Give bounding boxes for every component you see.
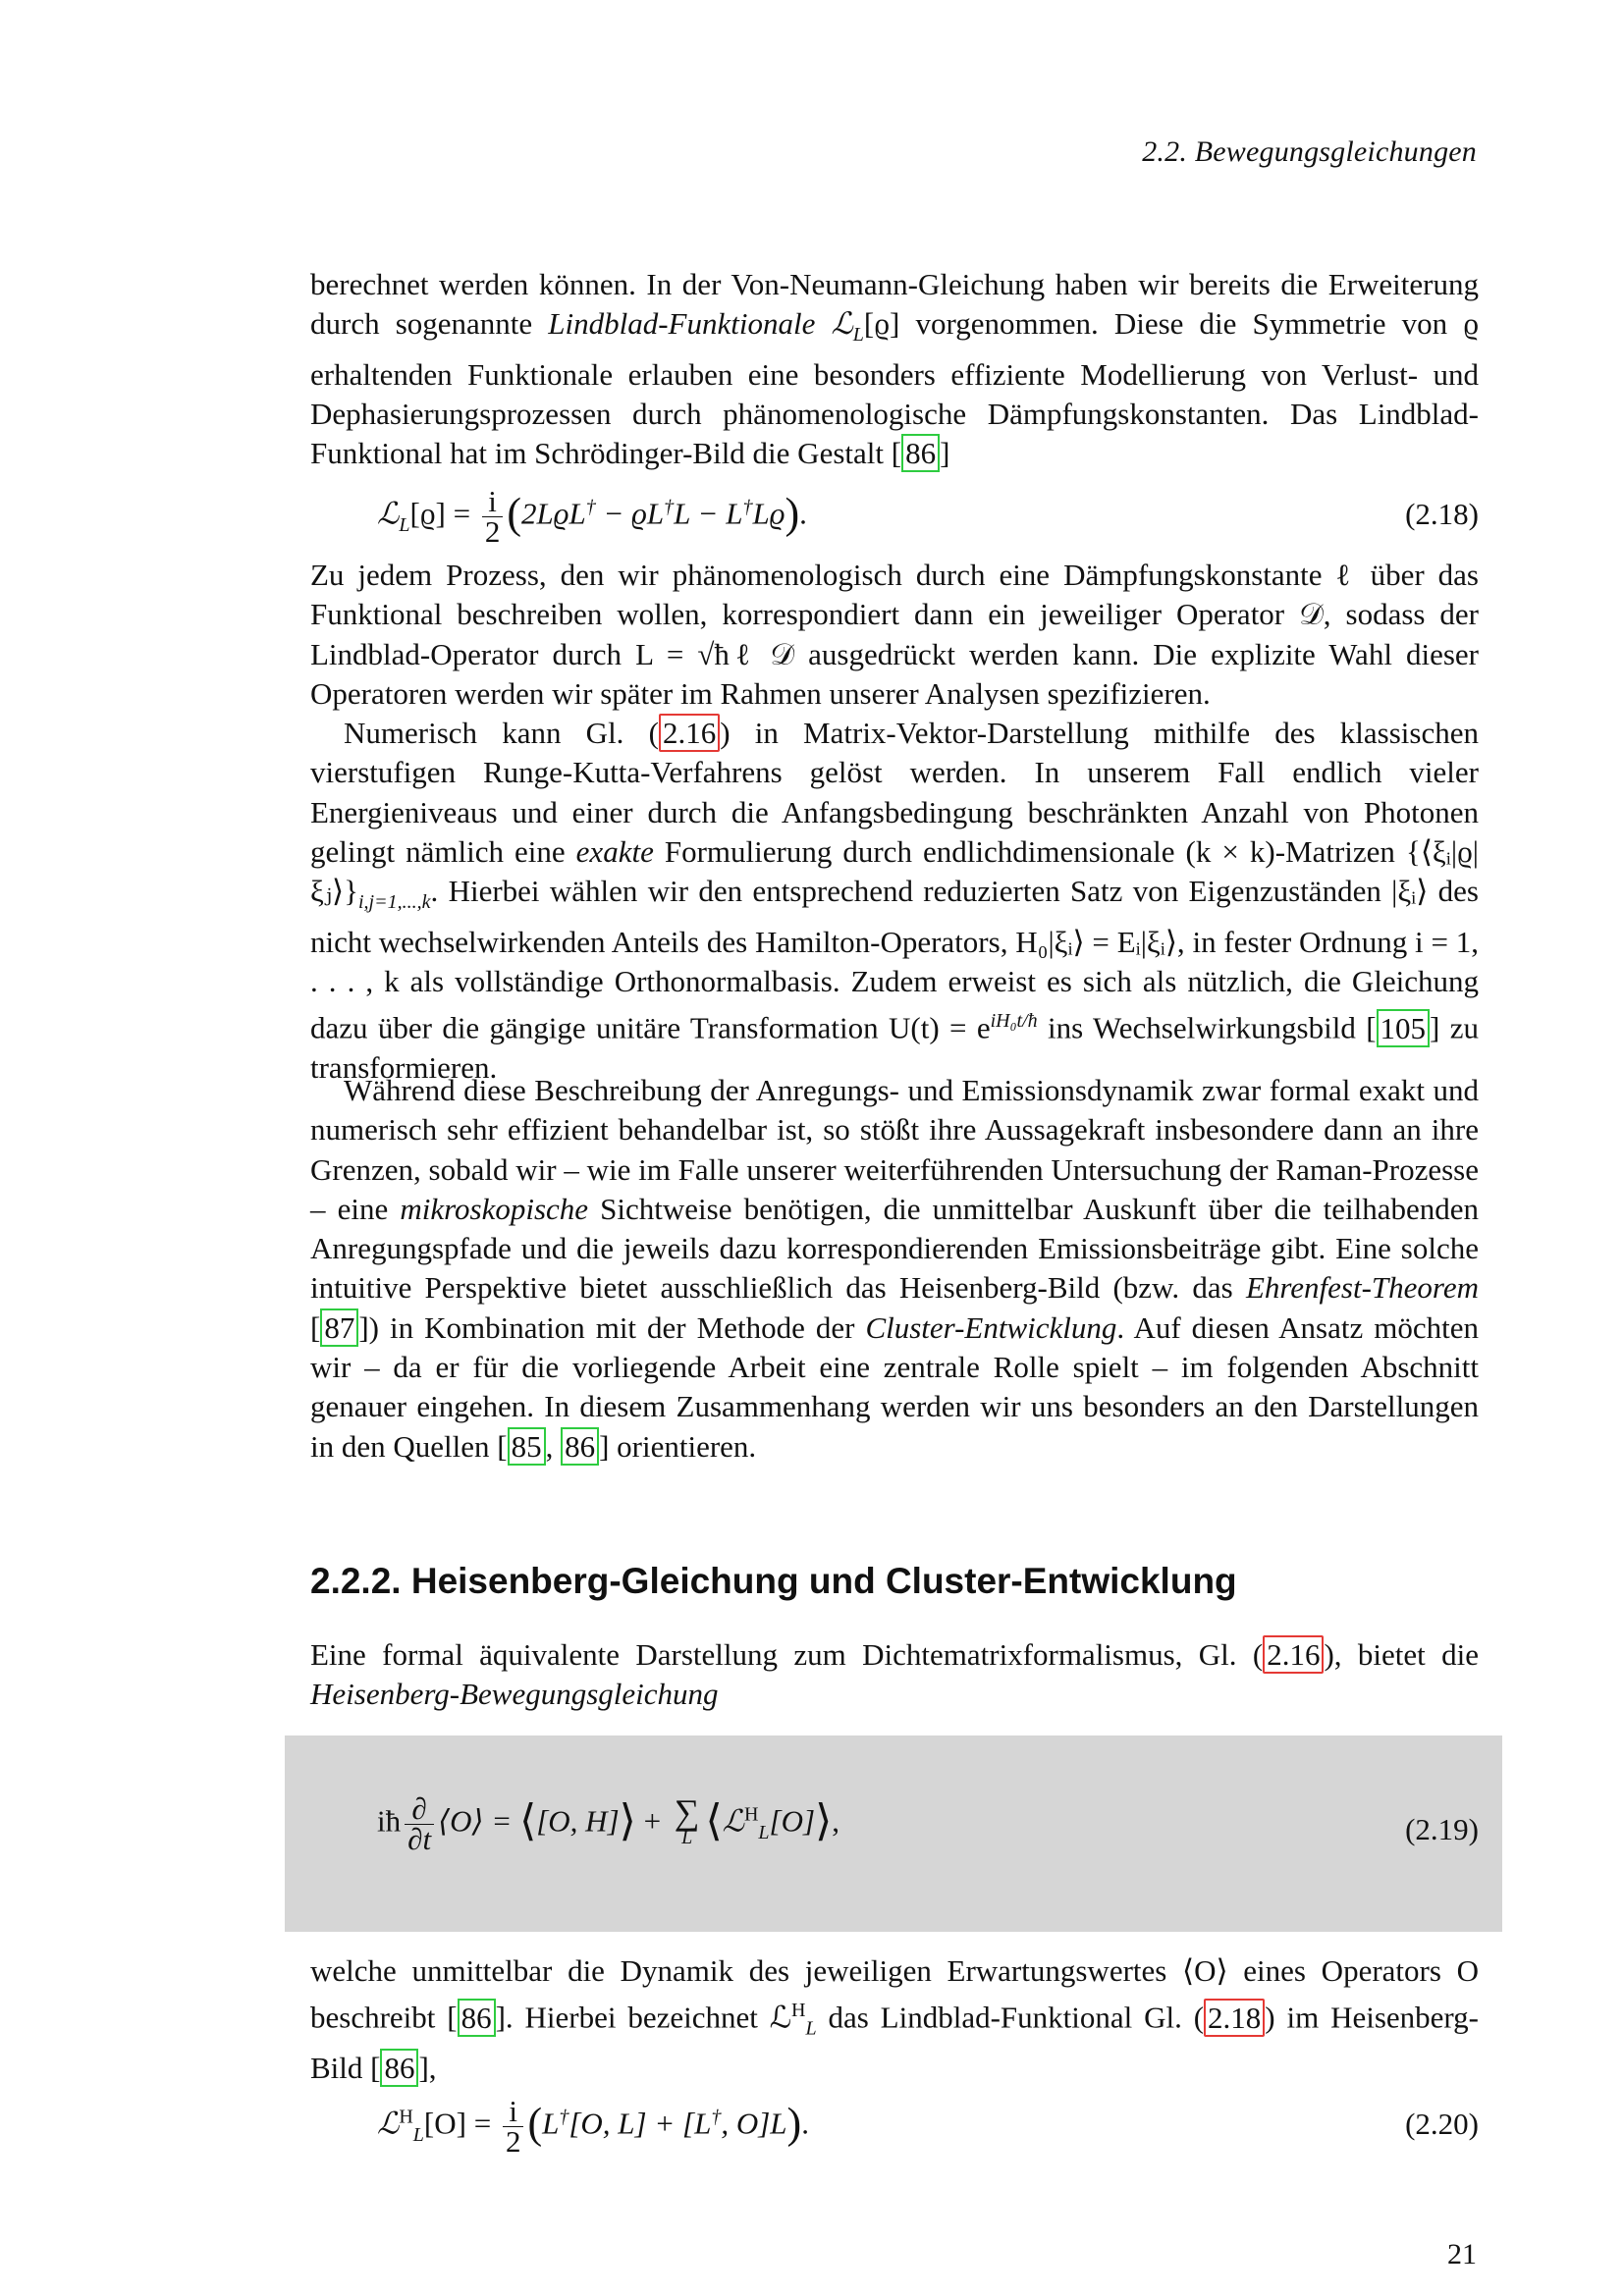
citation-link[interactable]: 87 <box>320 1308 358 1347</box>
equation-link[interactable]: 2.16 <box>659 714 720 752</box>
paragraph-6: welche unmittelbar die Dynamik des jeweiligen Erwartungswertes ⟨O⟩ eines Operators O beschreibt [ 86 ]. Hierbei bezeichnet ℒ$^H_L$ das Lindblad-Funktional Gl. ( 2.18 ) im Heisenberg-Bild [ 86 ], <box>310 1953 1479 2086</box>
sum-operator: ∑ L <box>674 1791 700 1848</box>
fraction: $\frac{i}{2}$ <box>503 2097 524 2157</box>
term-exakte: exakte <box>575 833 654 869</box>
fraction: $\frac{\partial}{\partial t}$ <box>405 1794 434 1854</box>
citation-link[interactable]: 86 <box>458 1999 496 2037</box>
term-mikroskopische: mikroskopische <box>400 1191 589 1226</box>
equation-link[interactable]: 2.16 <box>1263 1635 1324 1674</box>
equation-2-20 <box>310 2089 1479 2158</box>
equation-number: (2.18) <box>1405 497 1479 531</box>
running-head: 2.2. Bewegungsgleichungen <box>1142 135 1477 168</box>
page-number: 21 <box>1447 2238 1477 2270</box>
paragraph-1: berechnet werden können. In der Von-Neumann-Gleichung haben wir bereits die Erweiterung durch sogenannte Lindblad-Funktionale ℒ$_L$[ϱ] vorgenommen. Diese die Symmetrie von ϱ erhaltenden Funktionale erlauben eine besonders effiziente Modellierung von Verlust- und Dephasierungsprozessen durch phänomenologische Dämpfungskonstanten. Das Lindblad-Funktional hat im Schrödinger-Bild die Gestalt [ 86 ] <box>310 267 1480 471</box>
equation-link[interactable]: 2.18 <box>1204 1999 1265 2037</box>
citation-link[interactable]: 86 <box>380 2049 418 2087</box>
paragraph-3: Numerisch kann Gl. ( 2.16 ) in Matrix-Vektor-Darstellung mithilfe des klassischen vierstufigen Runge-Kutta-Verfahrens gelöst werden. In unserem Fall endlich vieler Energieniveaus und einer durch die Anfangsbedingung beschränkten Anzahl von Photonen gelingt nämlich eine exakte Formulierung durch endlichdimensionale (k × k)-Matrizen $\{⟨\xi ᵢ|ϱ|\xi ⱼ⟩\}_{i,j=1,...,k}$. Hierbei wählen wir den entsprechend reduzierten Satz von Eigenzuständen |ξᵢ⟩ des nicht wechselwirkenden Anteils des Hamilton-Operators, H₀|ξᵢ⟩ = Eᵢ|ξᵢ⟩, in fester Ordnung i = 1, . . . , k als vollständige Orthonormalbasis. Zudem erweist es sich als nützlich, die Gleichung dazu über die gängige unitäre Transformation $U(t) = e^{iH_0t/ħ}$ ins Wechselwirkungsbild [ 105 ] zu transformieren. <box>310 716 1480 1085</box>
paragraph-5: Eine formal äquivalente Darstellung zum Dichtematrixformalismus, Gl. ( 2.16 ), bietet die Heisenberg-Bewegungsgleichung <box>310 1637 1479 1712</box>
equation-2-18-body: ℒ$_L$[ϱ] = $\frac{i}{2}$ (2LϱL† − ϱL†L − L†Lϱ). <box>377 484 807 549</box>
section-heading: 2.2.2. Heisenberg-Gleichung und Cluster-Entwicklung <box>310 1561 1237 1601</box>
citation-link[interactable]: 86 <box>561 1427 599 1466</box>
term-lindblad-funktionale: Lindblad-Funktionale <box>548 306 816 342</box>
citation-link[interactable]: 86 <box>901 434 940 472</box>
equation-2-19 <box>310 1789 1479 1877</box>
equation-2-20-body: ℒ$^H_L$[O] = $\frac{i}{2}$ (L†[O, L] + [L†, O]L). <box>377 2094 809 2159</box>
fraction: $\frac{i}{2}$ <box>482 487 504 547</box>
term-ehrenfest-theorem: Ehrenfest-Theorem <box>1245 1270 1479 1306</box>
paragraph-4: Während diese Beschreibung der Anregungs- und Emissionsdynamik zwar formal exakt und numerisch sehr effizient behandelbar ist, so stößt ihre Aussagekraft insbesondere dann an ihre Grenzen, sobald wir – wie im Falle unserer weiterführenden Untersuchung der Raman-Prozesse – eine mikroskopische Sichtweise benötigen, die unmittelbar Auskunft über die teilhabenden Anregungspfade und die jeweils dazu korrespondierenden Emissionsbeiträge gibt. Eine solche intuitive Perspektive bietet ausschließlich das Heisenberg-Bild (bzw. das Ehrenfest-Theorem [ 87 ]) in Kombination mit der Methode der Cluster-Entwicklung. Auf diesen Ansatz möchten wir – da er für die vorliegende Arbeit eine zentrale Rolle spielt – im folgenden Abschnitt genauer eingehen. In diesem Zusammenhang werden wir uns besonders an den Darstellungen in den Quellen [ 85 , 86 ] orientieren. <box>310 1073 1479 1464</box>
term-heisenberg-bewegungsgleichung: Heisenberg-Bewegungsgleichung <box>310 1677 719 1712</box>
equation-number: (2.20) <box>1405 2107 1479 2141</box>
equation-2-18 <box>310 479 1479 548</box>
equation-number: (2.19) <box>1405 1812 1479 1846</box>
citation-link[interactable]: 85 <box>508 1427 546 1466</box>
citation-link[interactable]: 105 <box>1377 1009 1431 1047</box>
paragraph-2: Zu jedem Prozess, den wir phänomenologisch durch eine Dämpfungskonstante ℓ über das Funktional beschreiben wollen, korrespondiert dann ein jeweiliger Operator 𝒟, sodass der Lindblad-Operator durch L = √ħℓ 𝒟 ausgedrückt werden kann. Die explizite Wahl dieser Operatoren werden wir später im Rahmen unserer Analysen spezifizieren. <box>310 558 1479 711</box>
equation-2-19-body: iħ $\frac{\partial}{\partial t}$ ⟨O⟩ = ⟨[O, H]⟩ + ∑ L ⟨ℒ$^H_L$[O]⟩, <box>377 1791 839 1856</box>
term-cluster-entwicklung: Cluster-Entwicklung <box>865 1309 1117 1345</box>
